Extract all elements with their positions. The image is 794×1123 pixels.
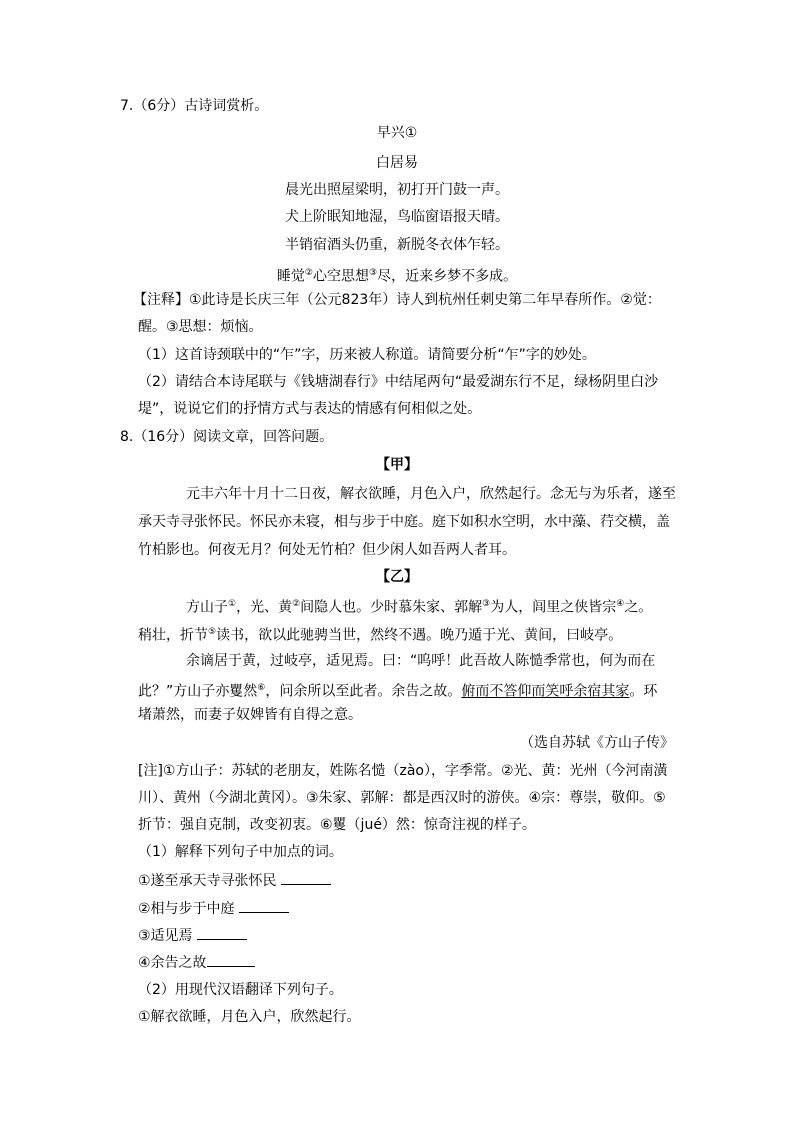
q8-item-2: ②相与步于中庭: [138, 898, 289, 919]
q7-subquestion-2-line-2: 堤”，说说它们的抒情方式与表达的情感有何相似之处。: [138, 401, 482, 417]
poem-title: 早兴①: [376, 125, 418, 141]
q8-note-line-3: 折节：强自克制，改变初衷。⑥矍（jué）然：惊奇注视的样子。: [138, 817, 536, 833]
q8-note-line-2: 川）、黄州（今湖北黄冈）。③朱家、郭解：都是西汉时的游侠。④宗：尊崇，敬仰。⑤: [138, 790, 666, 806]
poem-title-note: ①: [404, 125, 418, 141]
poem-line-1: 晨光出照屋梁明，初打开门鼓一声。: [285, 182, 509, 198]
underlined-sentence: 俯而不答仰而笑呼余宿其家: [461, 683, 630, 700]
yi-p2-line-2: 此？”方山子亦矍然⑥，问余所以至此者。余告之故。俯而不答仰而笑呼余宿其家。环: [138, 683, 658, 700]
poem-line-4: 睡觉②心空思想③尽，近来乡梦不多成。: [276, 268, 518, 285]
jia-line-3: 竹柏影也。何夜无月？何处无竹柏？但少闲人如吾两人者耳。: [138, 542, 516, 558]
yi-title: 【乙】: [376, 569, 418, 585]
answer-blank-2[interactable]: [239, 898, 289, 913]
yi-p1-line-2: 稍壮，折节⑤读书，欲以此驰骋当世，然终不遇。晚乃遁于光、黄间，曰岐亭。: [138, 627, 623, 644]
q8-header: 8.（16分）阅读文章，回答问题。: [120, 429, 334, 445]
poem-line-2: 犬上阶眠知地湿，鸟临窗语报天晴。: [285, 209, 509, 225]
jia-line-1: 元丰六年十月十二日夜，解衣欲睡，月色入户，欣然起行。念无与为乐者，遂至: [186, 486, 676, 502]
q7-note-line-1: 【注释】①此诗是长庆三年（公元823年）诗人到杭州任刺史第二年早春所作。②觉：: [133, 292, 661, 308]
source-citation: （选自苏轼《方山子传》: [520, 735, 674, 751]
answer-blank-4[interactable]: [207, 952, 255, 967]
q7-header: 7.（6分）古诗词赏析。: [120, 98, 269, 114]
q8-item-3: ③适见焉: [138, 925, 247, 946]
q8-subquestion-1: （1）解释下列句子中加点的词。: [138, 844, 343, 860]
q7-note-line-2: 醒。③思想：烦恼。: [138, 319, 263, 335]
answer-blank-1[interactable]: [281, 870, 331, 885]
q8-item-1: ①遂至承天寺寻张怀民: [138, 870, 331, 891]
q8-item-4: ④余告之故: [138, 952, 255, 973]
q8-translate-1: ①解衣欲睡，月色入户，欣然起行。: [138, 1009, 361, 1025]
poem-author: 白居易: [376, 155, 418, 171]
yi-p2-line-3: 堵萧然，而妻子奴婢皆有自得之意。: [138, 707, 362, 723]
yi-p2-line-1: 余谪居于黄，过岐亭，适见焉。曰：“呜呼！此吾故人陈慥季常也，何为而在: [186, 653, 656, 669]
q8-subquestion-2: （2）用现代汉语翻译下列句子。: [138, 982, 343, 998]
q7-subquestion-2-line-1: （2）请结合本诗尾联与《钱塘湖春行》中结尾两句“最爱湖东行不足，绿杨阴里白沙: [138, 374, 659, 390]
jia-line-2: 承天寺寻张怀民。怀民亦未寝，相与步于中庭。庭下如积水空明，水中藻、荇交横，盖: [138, 514, 670, 530]
yi-p1-line-1: 方山子①，光、黄②间隐人也。少时慕朱家、郭解③为人，闾里之侠皆宗④之。: [186, 599, 653, 616]
poem-line-3: 半销宿酒头仍重，新脱冬衣体乍轻。: [285, 237, 509, 253]
jia-title: 【甲】: [376, 457, 418, 473]
q8-note-line-1: [注]①方山子：苏轼的老朋友，姓陈名慥（zào），字季常。②光、黄：光州（今河南潢: [138, 763, 668, 779]
answer-blank-3[interactable]: [197, 925, 247, 940]
q7-subquestion-1: （1）这首诗颈联中的“乍”字，历来被人称道。请简要分析“乍”字的妙处。: [138, 347, 596, 363]
